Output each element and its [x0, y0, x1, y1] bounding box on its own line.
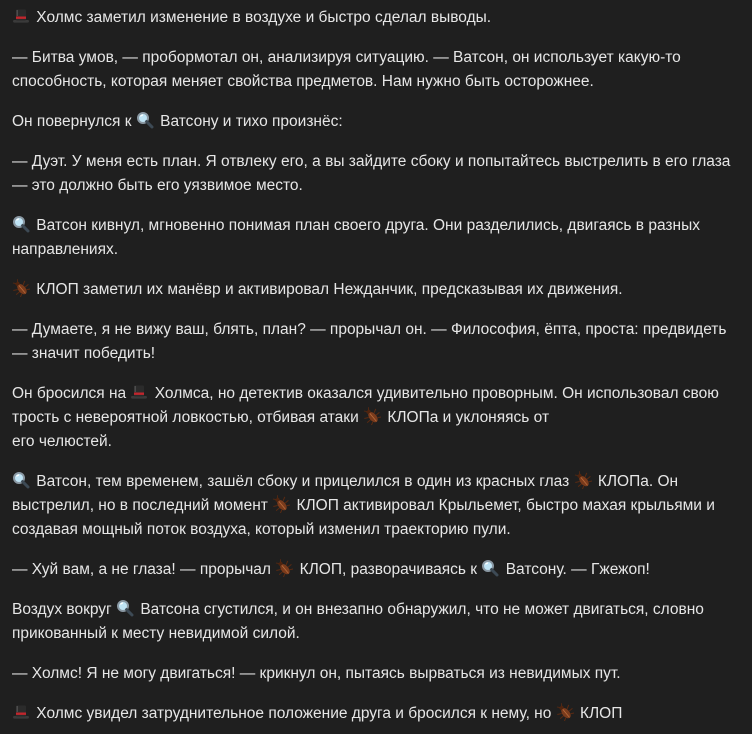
message-paragraph [12, 662, 732, 686]
paragraph-text: КЛОП, разворачиваясь к [295, 561, 482, 578]
paragraph-text: — Хуй вам, а не глаза! — прорычал [12, 561, 276, 578]
magnifier-icon [12, 215, 30, 233]
cockroach-icon [556, 703, 574, 721]
paragraph-text: КЛОП заметил их манёвр и активировал Нежданчик, предсказывая их движения. [32, 281, 623, 298]
paragraph-text: Холмс увидел затруднительное положение друга и бросился к нему, но [32, 705, 556, 722]
message-paragraph [12, 110, 732, 134]
message-paragraph [12, 382, 732, 454]
cockroach-icon [363, 407, 381, 425]
paragraph-text: — Битва умов, — пробормотал он, анализируя ситуацию. — Ватсон, он использует какую-то способность, которая меняет свойства предметов. Нам нужно быть осторожнее. [12, 49, 686, 90]
paragraph-text: Ватсону. — Гжежоп! [501, 561, 650, 578]
paragraph-text: Ватсон, тем временем, зашёл сбоку и прицелился в один из красных глаз [32, 473, 574, 490]
cockroach-icon [275, 559, 293, 577]
message-paragraph [12, 318, 732, 366]
paragraph-text: Холмс заметил изменение в воздухе и быстро сделал выводы. [32, 9, 492, 26]
cockroach-icon [12, 279, 30, 297]
paragraph-text: — Холмс! Я не могу двигаться! — крикнул он, пытаясь вырваться из невидимых пут. [12, 665, 621, 682]
paragraph-text: Ватсон кивнул, мгновенно понимая план своего друга. Они разделились, двигаясь в разных направлениях. [12, 217, 705, 258]
paragraph-text: КЛОПа и уклоняясь от его челюстей. [12, 409, 550, 450]
magnifier-icon [12, 471, 30, 489]
message-paragraph [12, 598, 732, 646]
cockroach-icon [574, 471, 592, 489]
paragraph-text: Он бросился на [12, 385, 131, 402]
message-paragraph [12, 150, 735, 198]
message-paragraph [12, 558, 732, 582]
top-hat-icon [130, 383, 148, 401]
top-hat-icon [12, 7, 30, 25]
paragraph-text: Ватсона сгустился, и он внезапно обнаружил, что не может двигаться, словно прикованный к месту невидимой силой. [12, 601, 709, 642]
magnifier-icon [116, 599, 134, 617]
paragraph-text: Холмса, но детектив оказался удивительно проворным. Он использовал свою трость с невероятной ловкостью, отбивая атаки [12, 385, 724, 426]
message-paragraph [12, 702, 732, 726]
message-paragraph [12, 214, 732, 262]
paragraph-text: КЛОП [575, 705, 623, 722]
message-paragraph [12, 46, 732, 94]
paragraph-text: Воздух вокруг [12, 601, 117, 618]
paragraph-text: КЛОП активировал Крыльемет, быстро махая крыльями и создавая мощный поток воздуха, который изменил траекторию пули. [12, 497, 720, 538]
paragraph-text: — Думаете, я не вижу ваш, блять, план? — прорычал он. — Философия, ёпта, проста: предвидеть — значит победить! [12, 321, 731, 362]
paragraph-text: Он повернулся к [12, 113, 136, 130]
top-hat-icon [12, 703, 30, 721]
paragraph-text: — Дуэт. У меня есть план. Я отвлеку его, а вы зайдите сбоку и попытайтесь выстрелить в его глаза — это должно быть его уязвимое место. [12, 153, 735, 194]
paragraph-text: КЛОПа. Он выстрелил, но в последний момент [12, 473, 683, 514]
message-paragraph [12, 470, 732, 542]
magnifier-icon [136, 111, 154, 129]
paragraph-text: Ватсону и тихо произнёс: [155, 113, 343, 130]
message-paragraph [12, 6, 732, 30]
magnifier-icon [481, 559, 499, 577]
cockroach-icon [272, 495, 290, 513]
message-paragraph [12, 278, 732, 302]
